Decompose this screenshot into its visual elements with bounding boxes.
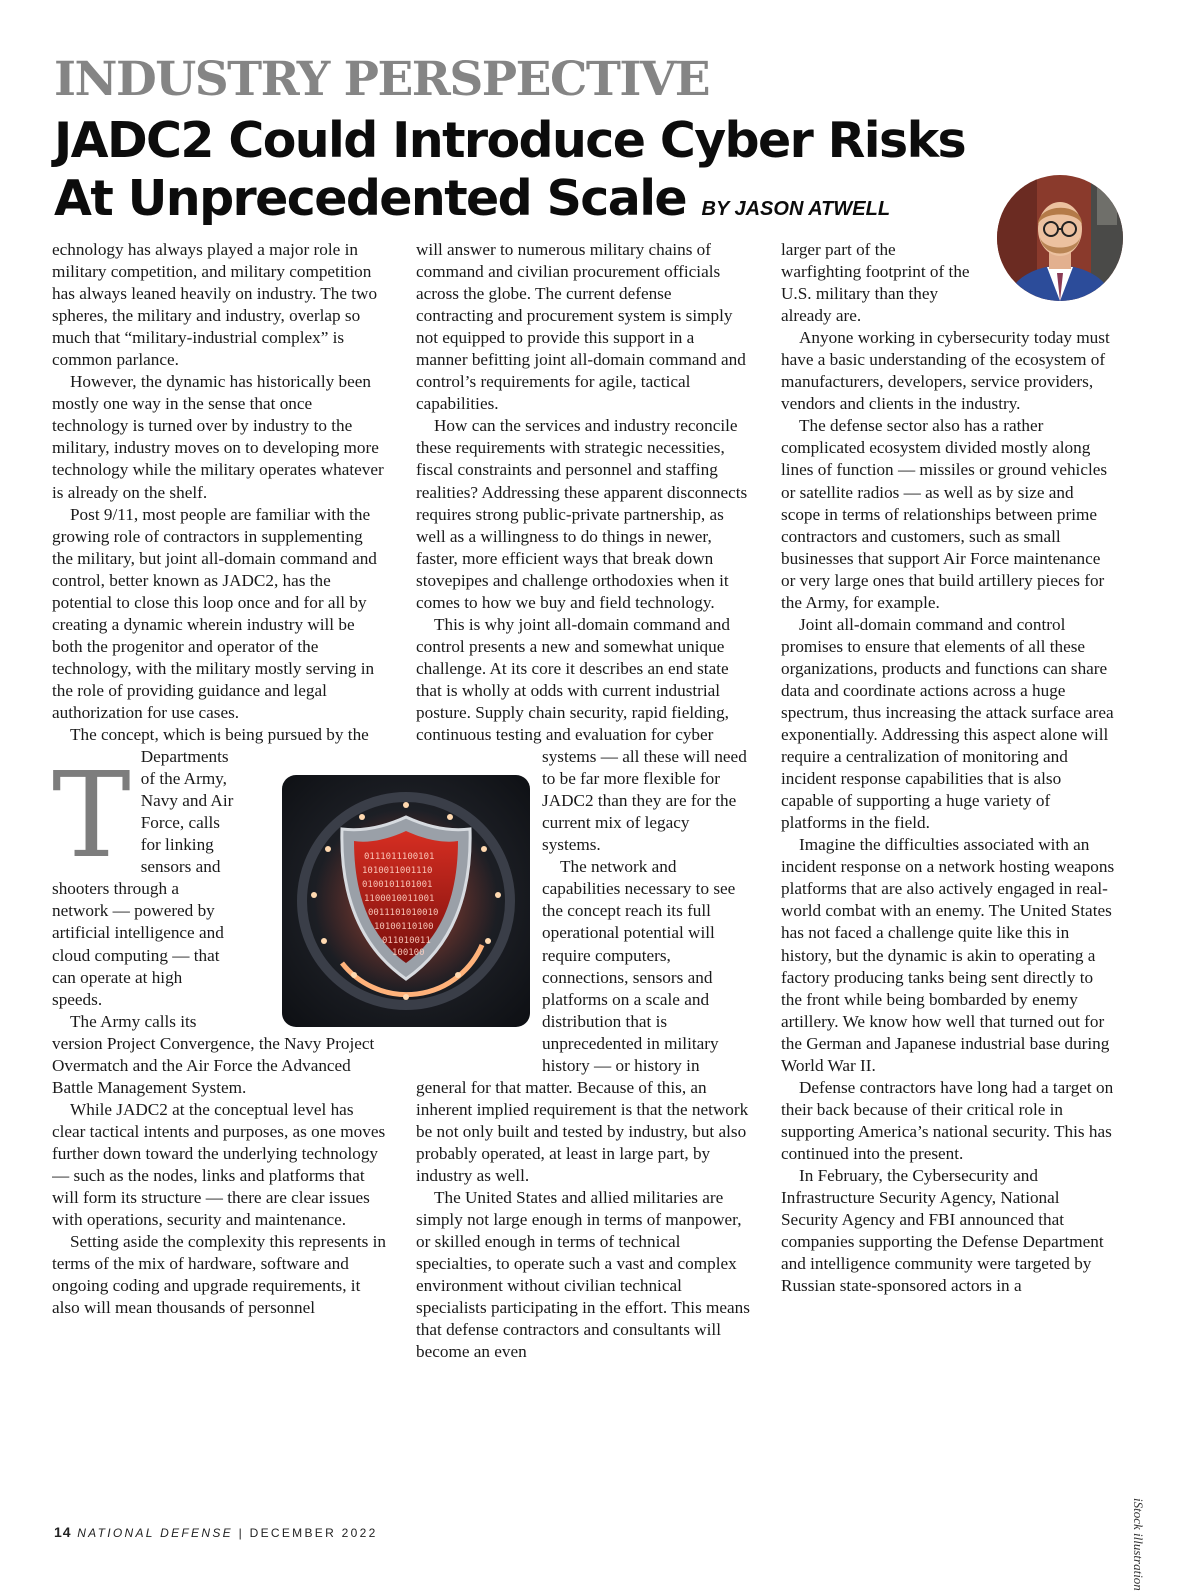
footer-separator: |	[238, 1526, 244, 1540]
paragraph: The network and capabilities necessary to see the concept reach its full operational potential will require computers, connections, sensors and platforms on a scale and distribution that is unprecedented in military history — or history in general for that matter. Because of this, an inherent implied requirement is that the network be not only built and tested by industry, but also probably operated, at least in large part, by industry as well.	[416, 857, 749, 1185]
paragraph: In February, the Cybersecurity and Infrastructure Security Agency, National Security Agency and FBI announced that companies supporting the Defense Department and intelligence community were targeted by Russian state-sponsored actors in a	[781, 1165, 1104, 1296]
paragraph: Defense contractors have long had a target on their back because of their critical role in supporting America’s national security. This has continued into the present.	[781, 1077, 1114, 1163]
article-headline	[54, 112, 965, 238]
issue-date: DECEMBER 2022	[249, 1526, 378, 1540]
paragraph: Setting aside the complexity this represents in terms of the mix of hardware, software and ongoing coding and upgrade requirements, it also will mean thousands of personnel	[52, 1232, 386, 1318]
paragraph: This is why joint all-domain command and control presents a new and somewhat unique challenge. At its core it describes an end state that is wholly at odds with current industrial posture. Supply chain security, rapid fielding, continuous testing and evaluation for cyber systems — all these will need to be far more flexible for JADC2 than they are for the current mix of legacy systems.	[416, 614, 747, 855]
paragraph: How can the services and industry reconcile these requirements with strategic necessities, fiscal constraints and personnel and staffing realities? Addressing these apparent disconnects requires strong public-private partnership, as well as a willingness to do things in newer, faster, more efficient ways that break down stovepipes and challenge orthodoxies when it comes to how we buy and field technology.	[416, 416, 748, 612]
paragraph: The concept, which is being pursued by the Departments of the Army, Navy and Air Force, calls for linking sensors and shooters through a network — powered by artificial intelligence and cloud computing — that can operate at high speeds.	[52, 725, 369, 1009]
article-column-3	[781, 239, 1115, 1499]
svg-text:0100101101001: 0100101101001	[362, 880, 433, 890]
paragraph: While JADC2 at the conceptual level has clear tactical intents and purposes, as one moves further down toward the underlying technology — such as the nodes, links and platforms that will form its structure — there are clear issues with operations, security and maintenance.	[52, 1099, 386, 1230]
paragraph: larger part of the warfighting footprint of the U.S. military than they already are.	[781, 240, 970, 326]
paragraph: Joint all-domain command and control promises to ensure that elements of all these organizations, products and functions can share data and coordinate actions across a huge spectrum, thus increasing the attack surface area exponentially. Addressing this aspect alone will require a centralization of monitoring and incident response capabilities that is also capable of supporting a huge variety of platforms in the field.	[781, 614, 1114, 833]
headline-line-2: At Unprecedented Scale	[54, 170, 687, 227]
drop-cap: T	[52, 746, 131, 884]
section-kicker: INDUSTRY PERSPECTIVE	[54, 52, 710, 107]
paragraph: Anyone working in cybersecurity today must have a basic understanding of the ecosystem of manufacturers, developers, service providers, vendors and clients in the industry.	[781, 328, 1110, 414]
image-credit: iStock illustration	[1131, 1498, 1146, 1591]
paragraph: will answer to numerous military chains of command and civilian procurement officials across the globe. The current defense contracting and procurement system is simply not equipped to provide this support in a manner befitting joint all-domain command and control’s requirements for agile, tactical capabilities.	[416, 240, 746, 414]
article-column-2	[416, 239, 750, 1499]
paragraph: Imagine the difficulties associated with an incident response on a network hosting weapons platforms that are also actively engaged in real-world combat with an enemy. The United States has not faced a challenge quite like this in history, but the dynamic is akin to operating a factory producing tanks being sent directly to the front while being bombarded by enemy artillery. We know how well that turned out for the German and Japanese industrial base during World War II.	[781, 835, 1115, 1075]
publication-name: NATIONAL DEFENSE	[77, 1526, 233, 1540]
article-column-1	[52, 239, 386, 1499]
headline-line-1: JADC2 Could Introduce Cyber Risks	[54, 112, 966, 169]
page-number: 14	[54, 1524, 72, 1540]
svg-text:1100010011001: 1100010011001	[364, 894, 435, 904]
svg-text:0111011100101: 0111011100101	[364, 852, 435, 862]
page-footer	[54, 1524, 378, 1540]
svg-text:1010011001110: 1010011001110	[362, 866, 433, 876]
svg-text:100100: 100100	[392, 948, 425, 958]
svg-text:10100110100: 10100110100	[374, 922, 434, 932]
paragraph: The United States and allied militaries are simply not large enough in terms of manpower, or skilled enough in terms of technical specialties, to operate such a vast and complex environment without civilian technical specialists participating in the effort. This means that defense contractors and consultants will become an even	[416, 1188, 750, 1362]
paragraph: The Army calls its version Project Convergence, the Navy Project Overmatch and the Air Force the Advanced Battle Management System.	[52, 1011, 375, 1097]
svg-text:0011101010010: 0011101010010	[368, 908, 439, 918]
paragraph: However, the dynamic has historically been mostly one way in the sense that once technology is turned over by industry to the military, industry moves on to developing more technology while the military operates whatever is already on the shelf.	[52, 372, 384, 502]
paragraph: echnology has always played a major role in military competition, and military competition has always leaned heavily on industry. The two spheres, the military and industry, overlap so much that “military-industrial complex” is common parlance.	[52, 240, 378, 370]
paragraph: The defense sector also has a rather complicated ecosystem divided mostly along lines of function — missiles or ground vehicles or satellite radios — as well as by size and scope in terms of relationships between prime contractors and customers, such as small businesses that support Air Force maintenance or very large ones that build artillery pieces for the Army, for example.	[781, 416, 1108, 612]
svg-text:011010011: 011010011	[382, 936, 431, 946]
byline: BY JASON ATWELL	[701, 198, 891, 220]
paragraph: Post 9/11, most people are familiar with the growing role of contractors in supplementing the military, but joint all-domain command and control, better known as JADC2, has the potential to close this loop once and for all by creating a dynamic wherein industry will be both the progenitor and operator of the technology, with the military mostly serving in the role of providing guidance and legal authorization for use cases.	[52, 504, 377, 722]
